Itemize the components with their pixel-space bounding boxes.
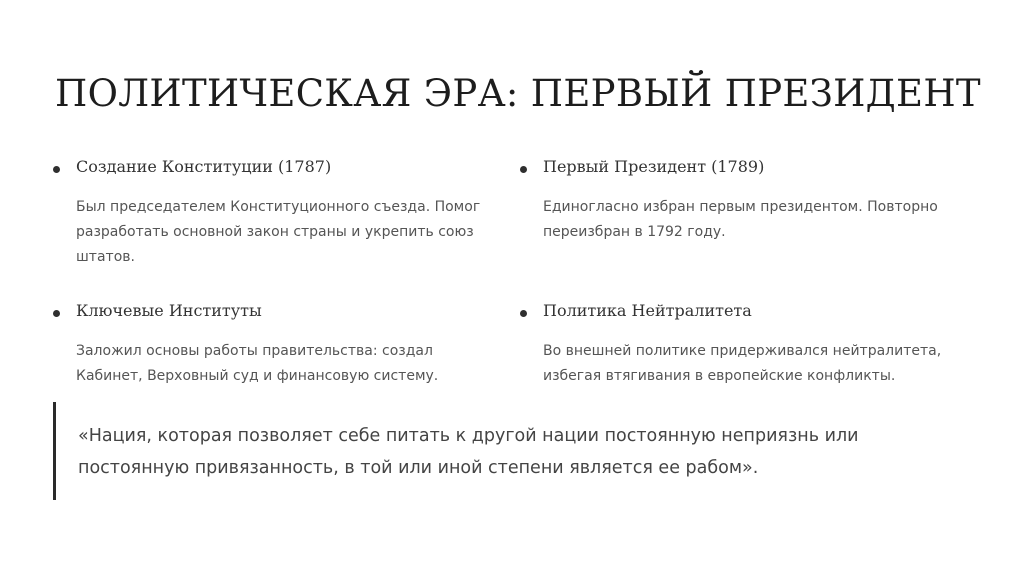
card-text: Был председателем Конституционного съезда. Помог разработать основной закон страны и укрепить союз штатов.: [76, 199, 481, 265]
neutrality-policy-card: [520, 301, 960, 389]
quote-bar: [53, 402, 56, 500]
card-header: [53, 157, 493, 187]
card-header: [520, 157, 960, 187]
card-heading: Политика Нейтралитета: [543, 301, 752, 320]
bullet-icon: [53, 166, 60, 173]
bullet-icon: [520, 166, 527, 173]
card-heading: Ключевые Институты: [76, 301, 262, 320]
quote-text: «Нация, которая позволяет себе питать к другой нации постоянную неприязнь или постоянную привязанность, в той или иной степени является ее рабом».: [78, 426, 859, 478]
page-title: ПОЛИТИЧЕСКАЯ ЭРА: ПЕРВЫЙ ПРЕЗИДЕНТ: [55, 72, 981, 115]
bullet-icon: [53, 310, 60, 317]
card-heading: Первый Президент (1789): [543, 157, 765, 176]
card-text: Во внешней политике придерживался нейтралитета, избегая втягивания в европейские конфликты.: [543, 343, 942, 384]
first-president-card: [520, 157, 960, 245]
card-header: [53, 301, 493, 331]
bullet-icon: [520, 310, 527, 317]
constitution-card: [53, 157, 493, 270]
card-heading: Создание Конституции (1787): [76, 157, 332, 176]
card-text: Заложил основы работы правительства: создал Кабинет, Верховный суд и финансовую систему.: [76, 343, 439, 384]
quote-block: [53, 402, 933, 500]
card-text: Единогласно избран первым президентом. Повторно переизбран в 1792 году.: [543, 199, 938, 240]
card-header: [520, 301, 960, 331]
key-institutions-card: [53, 301, 493, 389]
